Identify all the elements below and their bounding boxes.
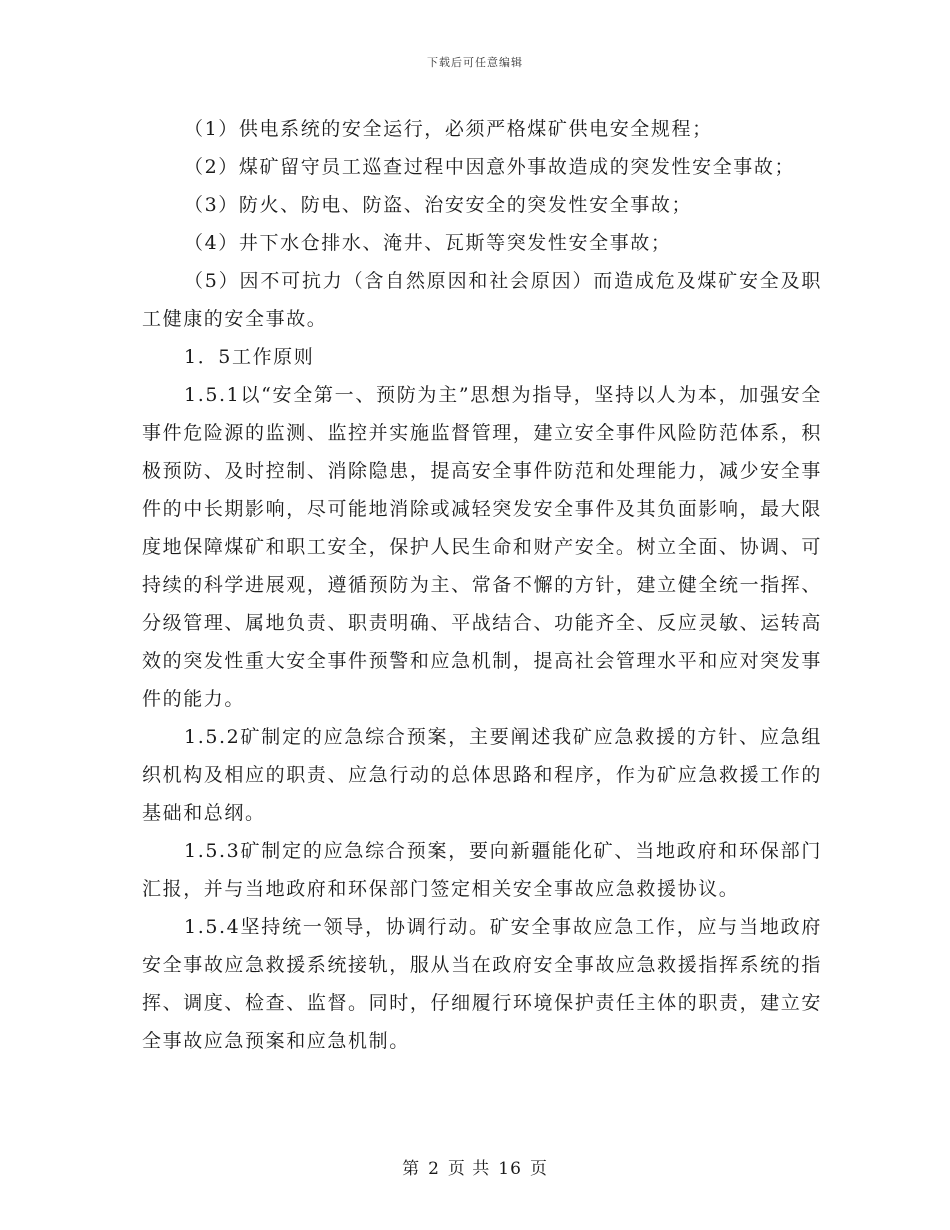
list-item-2: （2）煤矿留守员工巡查过程中因意外事故造成的突发性安全事故； xyxy=(184,156,796,178)
paragraph-1-5-2: 1.5.2矿制定的应急综合预案，主要阐述我矿应急救援的方针、应急组织机构及相应的职责、应急行动的总体思路和程序，作为矿应急救援工作的基础和总纲。 xyxy=(142,726,822,824)
page-footer xyxy=(0,1154,950,1179)
footer-suffix: 页 xyxy=(529,1159,548,1179)
paragraph-1-5-3: 1.5.3矿制定的应急综合预案，要向新疆能化矿、当地政府和环保部门汇报，并与当地政府和环保部门签定相关安全事故应急救援协议。 xyxy=(142,840,822,900)
paragraph-1-5-4: 1.5.4坚持统一领导，协调行动。矿安全事故应急工作，应与当地政府安全事故应急救援系统接轨，服从当在政府安全事故应急救援指挥系统的指挥、调度、检查、监督。同时，仔细履行环境保护责任主体的职责，建立安全事故应急预案和应急机制。 xyxy=(142,916,822,1052)
document-body xyxy=(142,110,822,1060)
footer-prefix: 第 xyxy=(402,1159,421,1179)
paragraph-1-5-1: 1.5.1以“安全第一、预防为主”思想为指导，坚持以人为本，加强安全事件危险源的监测、监控并实施监督管理，建立安全事件风险防范体系，积极预防、及时控制、消除隐患，提高安全事件防范和处理能力，减少安全事件的中长期影响，尽可能地消除或减轻突发安全事件及其负面影响，最大限度地保障煤矿和职工安全，保护人民生命和财产安全。树立全面、协调、可持续的科学进展观，遵循预防为主、常备不懈的方针，建立健全统一指挥、分级管理、属地负责、职责明确、平战结合、功能齐全、反应灵敏、运转高效的突发性重大安全事件预警和应急机制，提高社会管理水平和应对突发事件的能力。 xyxy=(142,384,822,710)
current-page-number: 2 xyxy=(428,1159,440,1179)
list-item-5: （5）因不可抗力（含自然原因和社会原因）而造成危及煤矿安全及职工健康的安全事故。 xyxy=(142,270,822,330)
list-item-3: （3）防火、防电、防盗、治安安全的突发性安全事故； xyxy=(184,194,693,216)
list-item-4: （4）井下水仓排水、淹井、瓦斯等突发性安全事故； xyxy=(184,232,672,254)
total-pages-number: 16 xyxy=(498,1159,522,1179)
list-item-1: （1）供电系统的安全运行，必须严格煤矿供电安全规程； xyxy=(184,118,713,140)
section-heading: 1．5工作原则 xyxy=(184,346,315,368)
footer-middle: 页 共 xyxy=(447,1159,491,1179)
page-header: 下载后可任意编辑 xyxy=(427,56,523,69)
